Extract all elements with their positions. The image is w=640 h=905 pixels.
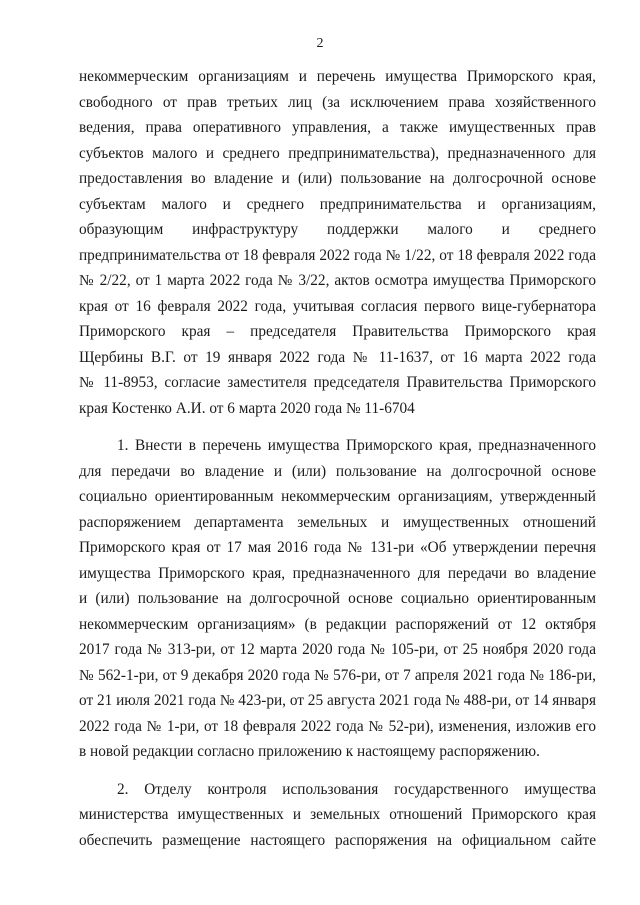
text-line: предпринимательства от 18 февраля 2022 года № 1/22, от 18 февраля 2022 года <box>79 246 596 264</box>
text-line: № 11-8953, согласие заместителя председателя Правительства Приморского <box>79 374 596 391</box>
text-line: № 2/22, от 1 марта 2022 года № 3/22, актов осмотра имущества Приморского <box>79 272 596 289</box>
text-line: социально ориентированным некоммерческим организациям, утвержденный <box>79 488 596 505</box>
text-line: 2022 года № 1-ри, от 18 февраля 2022 года № 52-ри), изменения, изложив его <box>79 717 596 735</box>
text-line: и (или) пользование на долгосрочной основе социально ориентированным <box>79 590 596 607</box>
text-line: № 562-1-ри, от 9 декабря 2020 года № 576-ри, от 7 апреля 2021 года № 186-ри, <box>79 666 596 684</box>
text-line: предоставления во владение и (или) пользование на долгосрочной основе <box>79 170 596 187</box>
text-line: для передачи во владение и (или) пользование на долгосрочной основе <box>79 462 596 480</box>
text-line: ведения, права оперативного управления, а также имущественных прав <box>79 119 596 136</box>
text-line: некоммерческим организациям и перечень имущества Приморского края, <box>79 68 596 85</box>
document-body <box>79 64 596 853</box>
text-line: края Костенко А.И. от 6 марта 2020 года № 11-6704 <box>79 399 415 417</box>
text-line: Щербины В.Г. от 19 января 2022 года № 11-1637, от 16 марта 2022 года <box>79 348 596 366</box>
text-line: Приморского края – председателя Правительства Приморского края <box>79 323 596 340</box>
paragraph-gap <box>79 421 596 433</box>
text-line: субъектов малого и среднего предпринимательства), предназначенного для <box>79 144 596 162</box>
text-line: Приморского края от 17 мая 2016 года № 131-ри «Об утверждении перечня <box>79 539 596 556</box>
text-line: министерства имущественных и земельных отношений Приморского края <box>79 806 596 823</box>
text-line: 2. Отделу контроля использования государственного имущества <box>117 780 596 798</box>
text-line: распоряжением департамента земельных и имущественных отношений <box>79 513 596 531</box>
text-line: субъектам малого и среднего предпринимательства и организациям, <box>79 195 596 213</box>
paragraph-gap <box>79 765 596 777</box>
text-line: свободного от прав третьих лиц (за исключением права хозяйственного <box>79 93 596 111</box>
text-line: от 21 июля 2021 года № 423-ри, от 25 августа 2021 года № 488-ри, от 14 января <box>79 692 596 709</box>
text-line: обеспечить размещение настоящего распоряжения на официальном сайте <box>79 831 596 849</box>
text-line: имущества Приморского края, предназначенного для передачи во владение <box>79 564 596 582</box>
text-line: края от 16 февраля 2022 года, учитывая согласия первого вице-губернатора <box>79 297 596 315</box>
text-line: 1. Внести в перечень имущества Приморского края, предназначенного <box>117 437 596 454</box>
text-line: в новой редакции согласно приложению к настоящему распоряжению. <box>79 743 540 760</box>
text-line: некоммерческим организациям» (в редакции распоряжений от 12 октября <box>79 615 596 633</box>
text-line: 2017 года № 313-ри, от 12 марта 2020 года № 105-ри, от 25 ноября 2020 года <box>79 641 596 658</box>
page-number: 2 <box>316 36 324 51</box>
text-line: образующим инфраструктуру поддержки малого и среднего <box>79 221 596 238</box>
